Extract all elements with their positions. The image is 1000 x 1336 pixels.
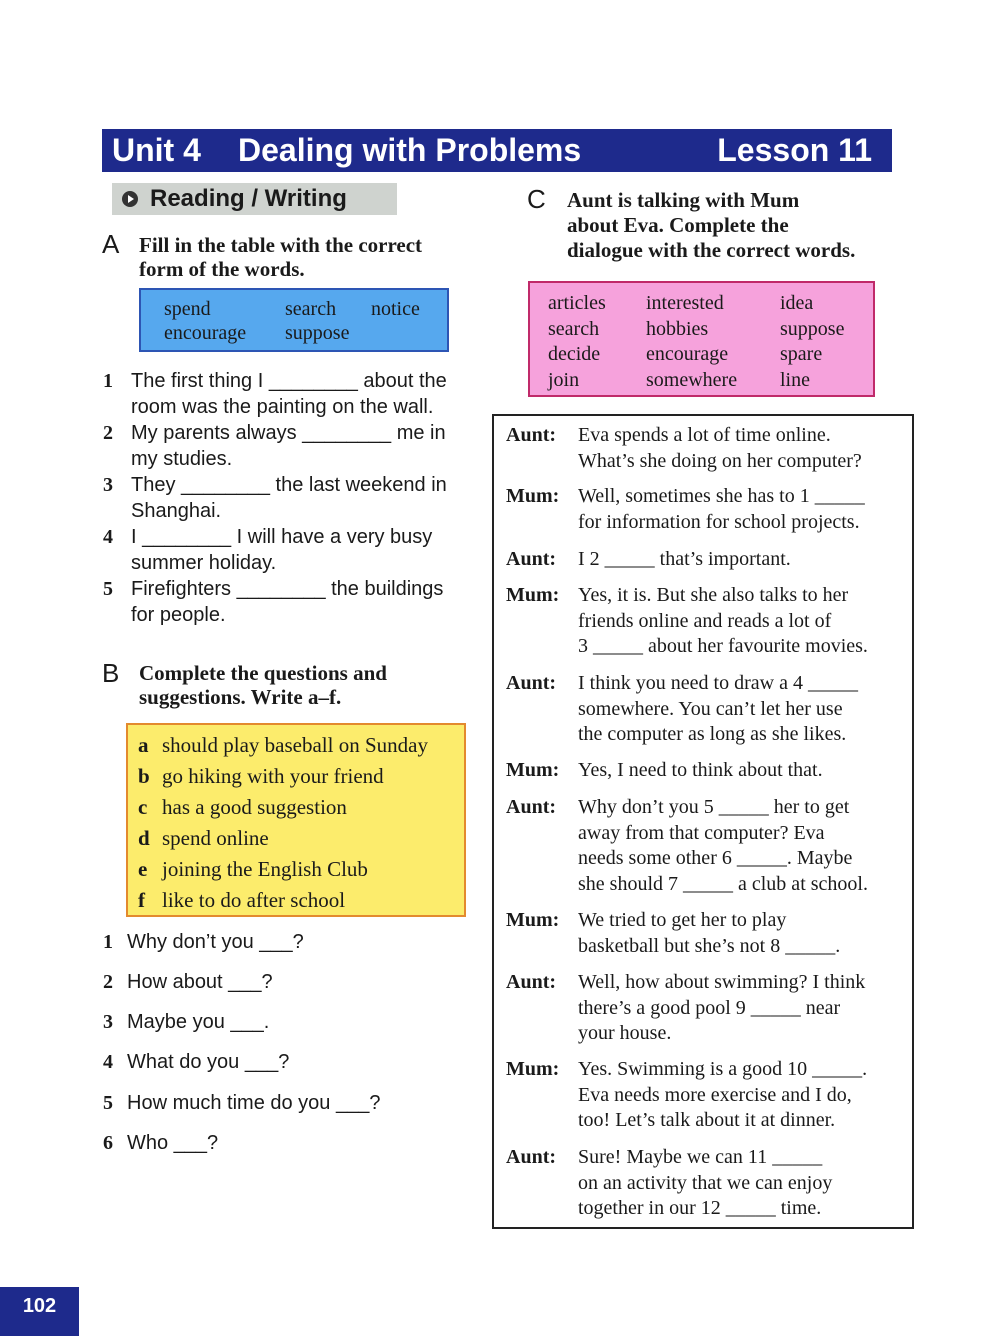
exercise-item: [103, 576, 483, 628]
option: [138, 857, 368, 882]
section-a-instruction: [139, 233, 489, 281]
section-b-letter: B: [102, 658, 120, 688]
exercise-item: [103, 1132, 463, 1158]
option: [138, 888, 345, 913]
instruction-line: form of the words.: [139, 257, 305, 281]
item-number: 2: [103, 422, 113, 444]
dialogue-text: [578, 671, 918, 748]
item-text: summer holiday.: [131, 552, 277, 574]
dialogue-line: for information for school projects.: [578, 510, 860, 533]
option: [138, 826, 269, 851]
exercise-item: [103, 524, 483, 576]
dialogue-line: there’s a good pool 9 _____ near: [578, 996, 841, 1019]
dialogue-line: We tried to get her to play: [578, 909, 787, 931]
item-text: They ________ the last weekend in: [131, 474, 447, 496]
dialogue-line: the computer as long as she likes.: [578, 723, 847, 745]
dialogue-line: Yes. Swimming is a good 10 _____.: [578, 1058, 868, 1080]
speaker-label: Mum:: [506, 759, 560, 781]
dialogue-line: Sure! Maybe we can 11 _____: [578, 1146, 823, 1168]
unit-number: Unit 4: [112, 132, 201, 168]
dialogue-line: basketball but she’s not 8 _____.: [578, 934, 841, 957]
item-text: The first thing I ________ about the: [131, 370, 447, 392]
page-number: 102: [0, 1287, 79, 1336]
option-text: like to do after school: [162, 888, 346, 912]
word: notice: [371, 298, 420, 320]
dialogue-line: 3 _____ about her favourite movies.: [578, 635, 868, 657]
option-text: spend online: [162, 826, 269, 850]
dialogue-text: [578, 758, 918, 784]
item-number: 4: [103, 526, 113, 548]
item-text: Firefighters ________ the buildings: [131, 578, 444, 600]
word: encourage: [164, 322, 247, 344]
option-key: c: [138, 795, 148, 819]
item-number: 6: [103, 1132, 113, 1154]
section-c-instruction: [567, 188, 927, 263]
play-icon: [122, 191, 138, 207]
instruction-line: suggestions. Write a–f.: [139, 685, 342, 709]
instruction-line: dialogue with the correct words.: [567, 238, 856, 262]
word: somewhere: [646, 368, 738, 391]
dialogue-line: away from that computer? Eva: [578, 821, 825, 844]
dialogue-box: [492, 414, 914, 1229]
item-number: 4: [103, 1051, 113, 1073]
dialogue-line: your house.: [578, 1022, 672, 1044]
dialogue-line: What’s she doing on her computer?: [578, 449, 862, 472]
exercise-item: [103, 1011, 463, 1037]
dialogue-text: [578, 1057, 918, 1134]
option-text: should play baseball on Sunday: [162, 733, 428, 757]
speaker-label: Aunt:: [506, 548, 557, 570]
option-key: d: [138, 826, 150, 850]
word: spare: [780, 343, 823, 365]
dialogue-line: Eva spends a lot of time online.: [578, 424, 831, 446]
speaker-label: Aunt:: [506, 424, 557, 446]
option: [138, 733, 428, 758]
word: spend: [164, 298, 211, 320]
word: interested: [646, 292, 724, 314]
exercise-item: [103, 1051, 463, 1077]
speaker-label: Aunt:: [506, 796, 557, 818]
dialogue-text: [578, 423, 918, 474]
dialogue-line: Yes, it is. But she also talks to her: [578, 584, 849, 606]
dialogue-line: I think you need to draw a 4 _____: [578, 672, 858, 694]
item-number: 3: [103, 1011, 113, 1033]
item-text: I ________ I will have a very busy: [131, 526, 433, 548]
dialogue-line: somewhere. You can’t let her use: [578, 697, 843, 720]
word: decide: [548, 343, 601, 365]
exercise-item: [103, 368, 483, 420]
item-text: My parents always ________ me in: [131, 422, 446, 444]
word: encourage: [646, 343, 729, 365]
section-a-letter: A: [102, 229, 120, 259]
dialogue-line: needs some other 6 _____. Maybe: [578, 847, 853, 869]
item-text: How about ___?: [127, 971, 273, 993]
option-text: go hiking with your friend: [162, 764, 384, 788]
word: search: [548, 317, 600, 340]
options-box-b: [126, 723, 466, 917]
speaker-label: Aunt:: [506, 971, 557, 993]
option-key: f: [138, 888, 145, 912]
item-text: Maybe you ___.: [127, 1011, 270, 1033]
exercise-item: [103, 420, 483, 472]
dialogue-text: [578, 484, 918, 535]
item-number: 5: [103, 1092, 113, 1114]
item-text: What do you ___?: [127, 1051, 290, 1073]
speaker-label: Mum:: [506, 909, 560, 931]
instruction-line: Complete the questions and: [139, 661, 387, 685]
item-text: Who ___?: [127, 1132, 219, 1154]
dialogue-line: Yes, I need to think about that.: [578, 759, 823, 781]
item-text: for people.: [131, 604, 226, 626]
option: [138, 795, 347, 820]
option-key: e: [138, 857, 148, 881]
dialogue-line: I 2 _____ that’s important.: [578, 548, 791, 570]
section-b-instruction: [139, 661, 479, 709]
option-key: b: [138, 764, 150, 788]
speaker-label: Mum:: [506, 1058, 560, 1080]
dialogue-text: [578, 908, 918, 959]
word: join: [548, 368, 580, 391]
dialogue-text: [578, 583, 918, 660]
dialogue-line: Well, sometimes she has to 1 _____: [578, 485, 865, 507]
option-key: a: [138, 733, 149, 757]
word: search: [285, 298, 337, 320]
dialogue-text: [578, 1145, 918, 1222]
instruction-line: about Eva. Complete the: [567, 213, 789, 237]
dialogue-text: [578, 547, 918, 573]
dialogue-line: Well, how about swimming? I think: [578, 971, 866, 993]
word: articles: [548, 292, 606, 314]
word: suppose: [285, 322, 350, 344]
item-number: 2: [103, 971, 113, 993]
item-number: 3: [103, 474, 113, 496]
word-column: [780, 291, 844, 393]
speaker-label: Aunt:: [506, 1146, 557, 1168]
dialogue-line: together in our 12 _____ time.: [578, 1197, 822, 1219]
word: suppose: [780, 317, 845, 340]
word: hobbies: [646, 317, 709, 340]
item-text: Why don’t you ___?: [127, 931, 304, 953]
item-text: Shanghai.: [131, 500, 222, 522]
unit-title: Dealing with Problems: [238, 132, 582, 168]
word-box-c: [528, 281, 875, 397]
dialogue-line: Eva needs more exercise and I do,: [578, 1083, 852, 1106]
exercise-item: [103, 1092, 463, 1118]
dialogue-text: [578, 795, 918, 897]
exercise-item: [103, 472, 483, 524]
word-column: [548, 291, 606, 393]
speaker-label: Aunt:: [506, 672, 557, 694]
item-text: room was the painting on the wall.: [131, 396, 434, 418]
item-number: 5: [103, 578, 113, 600]
dialogue-line: she should 7 _____ a club at school.: [578, 872, 868, 895]
word-box-a: [139, 288, 449, 352]
item-text: my studies.: [131, 448, 233, 470]
lesson-number: Lesson 11: [717, 132, 872, 168]
dialogue-line: friends online and reads a lot of: [578, 609, 832, 632]
exercise-item: [103, 971, 463, 997]
item-number: 1: [103, 370, 113, 392]
unit-banner: [102, 129, 892, 172]
item-number: 1: [103, 931, 113, 953]
option: [138, 764, 384, 789]
dialogue-line: Why don’t you 5 _____ her to get: [578, 796, 850, 818]
section-label: [112, 183, 397, 215]
word: line: [780, 368, 810, 391]
dialogue-line: on an activity that we can enjoy: [578, 1171, 833, 1194]
dialogue-line: too! Let’s talk about it at dinner.: [578, 1109, 836, 1131]
speaker-label: Mum:: [506, 584, 560, 606]
dialogue-text: [578, 970, 918, 1047]
item-text: How much time do you ___?: [127, 1092, 381, 1114]
word-column: [646, 291, 737, 393]
section-c-letter: C: [527, 184, 546, 214]
option-text: joining the English Club: [162, 857, 368, 881]
instruction-line: Aunt is talking with Mum: [567, 188, 800, 212]
option-text: has a good suggestion: [162, 795, 347, 819]
instruction-line: Fill in the table with the correct: [139, 233, 423, 257]
exercise-item: [103, 931, 463, 957]
speaker-label: Mum:: [506, 485, 560, 507]
section-label-text: Reading / Writing: [150, 185, 347, 212]
word: idea: [780, 292, 814, 314]
